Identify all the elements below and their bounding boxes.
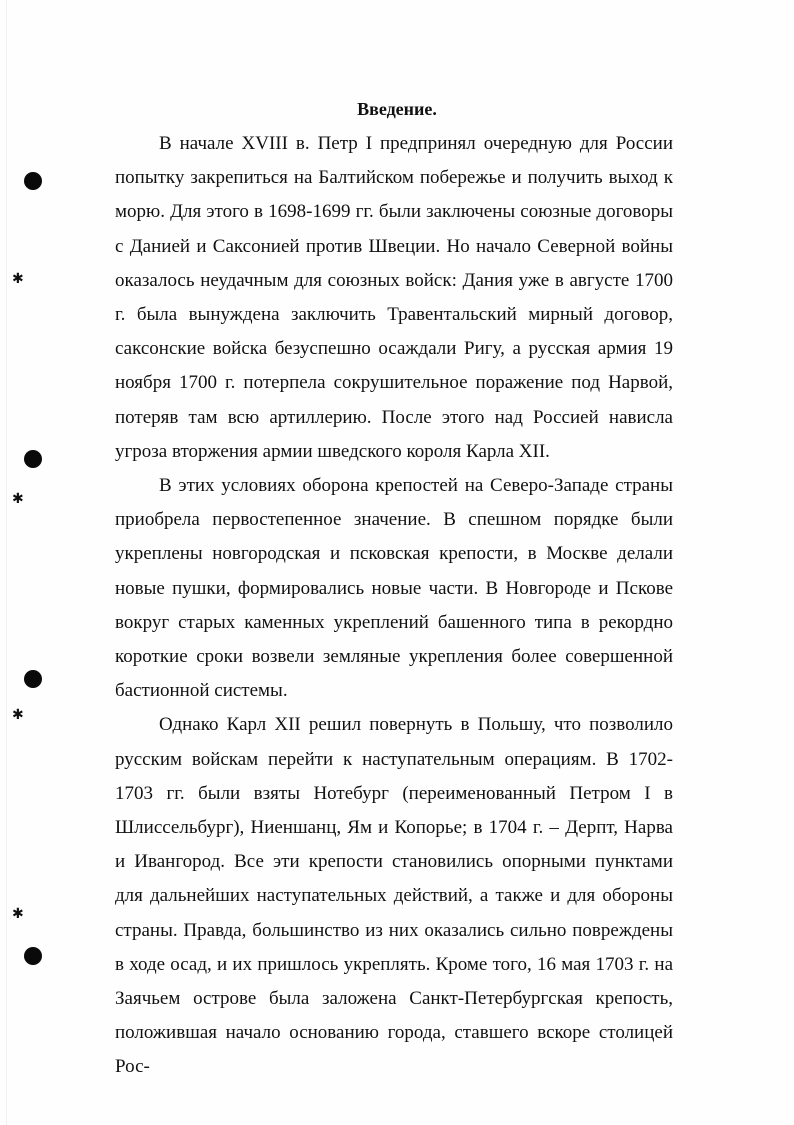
- punch-hole: [24, 947, 42, 965]
- document-heading: Введение.: [357, 99, 437, 119]
- paragraph: Однако Карл XII решил повернуть в Польшу, что позволило русским войскам перейти к наступательным операциям. В 1702-1703 гг. были взяты Нотебург (переименованный Петром I в Шлиссельбург), Ниеншанц, Ям и Копорье; в 1704 г. – Дерпт, Нарва и Ивангород. Все эти крепости становились опорными пунктами для дальнейших наступательных действий, а также и для обороны страны. Правда, большинство из них оказались сильно повреждены в ходе осад, и их пришлось укреплять. Кроме того, 16 мая 1703 г. на Заячьем острове была заложена Санкт-Петербургская крепость, положившая начало основанию города, ставшего вскоре столицей Рос-: [115, 714, 673, 1078]
- punch-hole: [24, 172, 42, 190]
- paragraph: В этих условиях оборона крепостей на Северо-Западе страны приобрела первостепенное значение. В спешном порядке были укреплены новгородская и псковская крепости, в Москве делали новые пушки, формировались новые части. В Новгороде и Пскове вокруг старых каменных укреплений башенного типа в рекордно короткие сроки возвели земляные укрепления более совершенной бастионной системы.: [115, 475, 673, 702]
- paragraph: В начале XVIII в. Петр I предпринял очередную для России попытку закрепиться на Балтийском побережье и получить выход к морю. Для этого в 1698-1699 гг. были заключены союзные договоры с Данией и Саксонией против Швеции. Но начало Северной войны оказалось неудачным для союзных войск: Дания уже в августе 1700 г. была вынуждена заключить Травентальский мирный договор, саксонские войска безуспешно осаждали Ригу, а русская армия 19 ноября 1700 г. потерпела сокрушительное поражение под Нарвой, потеряв там всю артиллерию. После этого над Россией нависла угроза вторжения армии шведского короля Карла XII.: [115, 133, 673, 462]
- punch-hole: [24, 450, 42, 468]
- scan-edge: [6, 0, 7, 1125]
- scan-speck: ✱: [12, 491, 24, 507]
- scan-speck: ✱: [12, 271, 24, 287]
- document-body: [115, 127, 673, 1085]
- scan-speck: ✱: [12, 707, 24, 723]
- scan-speck: ✱: [12, 906, 24, 922]
- punch-hole: [24, 670, 42, 688]
